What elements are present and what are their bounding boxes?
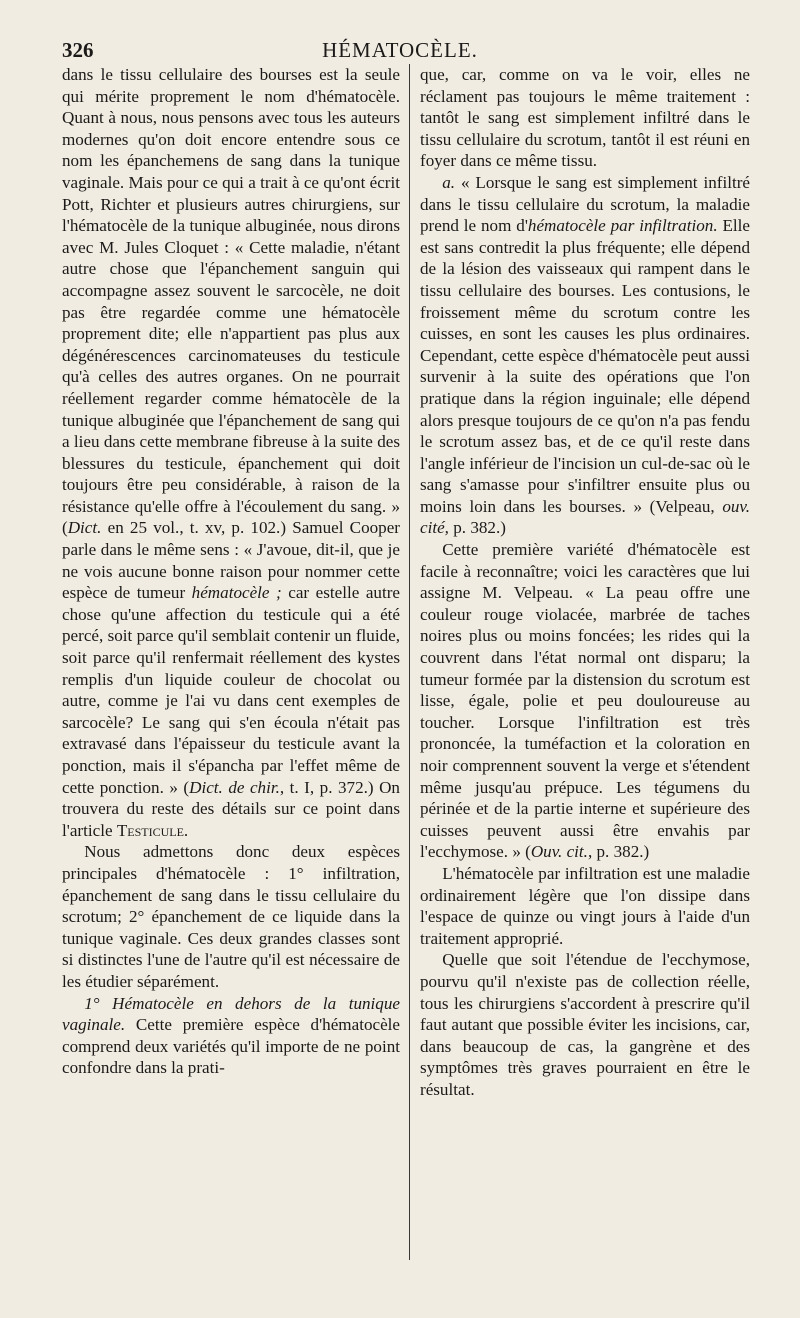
paragraph: que, car, comme on va le voir, elles ne réclament pas toujours le même traitement : tantôt le sang est simplement infiltré dans le tissu cellulaire du scrotum, tantôt il est réuni en foyer dans ce même tissu. [420,65,750,171]
paragraph: 1° Hématocèle en dehors de la tunique vaginale. Cette première espèce d'hématocèle comprend deux variétés qu'il importe de ne point confondre dans la prati- [62,993,400,1078]
paragraph: Nous admettons donc deux espèces principales d'hématocèle : 1° infiltration, épanchement de sang dans le tissu cellulaire du scrotum; 2° épanchement de ce liquide dans la tunique vaginale. Ces deux grandes classes sont si distinctes l'une de l'autre qu'il est nécessaire de les étudier séparément. [62,842,400,991]
right-column [420,64,750,1101]
paragraph: L'hématocèle par infiltration est une maladie ordinairement légère que l'on dissipe dans l'espace de quinze ou vingt jours à l'aide d'un traitement approprié. [420,863,750,948]
paragraph: dans le tissu cellulaire des bourses est la seule qui mérite proprement le nom d'hématocèle. Quant à nous, nous pensons avec tous les auteurs modernes qu'on doit encore entendre sous ce nom les épanchemens de sang dans la tunique vaginale. Mais pour ce qui a trait à ce qu'ont écrit Pott, Richter et plusieurs autres chirurgiens, sur l'hématocèle de la tunique albuginée, nous dirons avec M. Jules Cloquet : « Cette maladie, n'étant autre chose que l'épanchement sanguin qui accompagne assez souvent le sarcocèle, ne doit pas être regardée comme une hématocèle proprement dite; elle n'appartient pas plus aux dégénérescences carcinomateuses du testicule qu'à celles des autres organes. On ne pourrait réellement regarder comme hématocèle de la tunique albuginée que l'épanchement de sang qui a lieu dans cette membrane fibreuse à la suite des blessures du testicule, épanchement qui doit toujours être peu considérable, à raison de la résistance qu'elle offre à l'écoulement du sang. » (Dict. en 25 vol., t. xv, p. 102.) Samuel Cooper parle dans le même sens : « J'avoue, dit-il, que je ne vois aucune bonne raison pour nommer cette espèce de tumeur hématocèle ; car estelle autre chose qu'une affection du testicule qui a été percé, soit parce qu'il semblait contenir un fluide, soit parce qu'il renfermait réellement des kystes remplis d'un liquide couleur de chocolat ou autre, comme je l'ai vu dans cent exemples de sarcocèle? Le sang qui s'en écoula n'était pas extravasé dans l'épaisseur du testicule avant la ponction, mais il s'épancha par l'effet même de cette ponction. » (Dict. de chir., t. I, p. 372.) On trouvera du reste des détails sur ce point dans l'article Testicule. [62,65,400,840]
column-divider [409,64,410,1260]
running-title: HÉMATOCÈLE. [322,38,478,62]
paragraph: a. « Lorsque le sang est simplement infiltré dans le tissu cellulaire du scrotum, la maladie prend le nom d'hématocèle par infiltration. Elle est sans contredit la plus fréquente; elle dépend de la lésion des vaisseaux qui rampent dans le tissu cellulaire des bourses. Les contusions, le froissement même du scrotum contre les cuisses, en sont les causes les plus ordinaires. Cependant, cette espèce d'hématocèle peut aussi survenir à la suite des opérations que l'on pratique dans la région inguinale; elle dépend alors presque toujours de ce qu'on n'a pas fendu le scrotum assez bas, et de ce qu'il reste dans l'angle inférieur de l'incision un cul-de-sac où le sang s'amasse pour s'infiltrer ensuite plus ou moins loin dans les bourses. » (Velpeau, ouv. cité, p. 382.) [420,172,750,538]
paragraph: Quelle que soit l'étendue de l'ecchymose, pourvu qu'il n'existe pas de collection réelle, tous les chirurgiens s'accordent à prescrire qu'il faut autant que possible éviter les incisions, car, dans beaucoup de cas, la gangrène et des symptômes très graves pourraient en être le résultat. [420,950,750,1099]
page-number: 326 [62,38,94,62]
paragraph: Cette première variété d'hématocèle est facile à reconnaître; voici les caractères que lui assigne M. Velpeau. « La peau offre une couleur rouge violacée, marbrée de taches noires plus ou moins foncées; les rides qui la couvrent dans l'état normal ont disparu; la tumeur formée par la distension du scrotum est lisse, égale, polie et peu douloureuse au toucher. Lorsque l'infiltration est très prononcée, la tuméfaction et la coloration en noir comprennent souvent la verge et s'étendent même jusqu'au prépuce. Les tégumens du périnée et de la partie interne et supérieure des cuisses peuvent aussi être envahis par l'ecchymose. » (Ouv. cit., p. 382.) [420,540,750,862]
page-header [62,38,738,64]
section-heading: 1° Hématocèle en dehors de la tunique vaginale. [62,993,400,1035]
left-column [62,64,400,1079]
